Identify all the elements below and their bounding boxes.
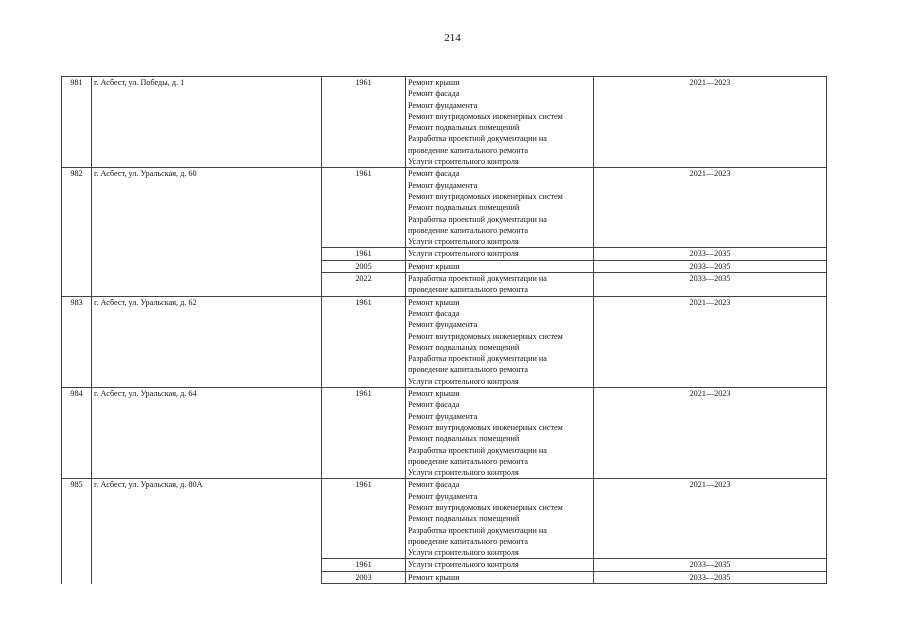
repair-period: 2033—2035 bbox=[594, 260, 827, 272]
work-types bbox=[406, 168, 594, 248]
build-year: 1961 bbox=[322, 388, 406, 479]
work-item: Ремонт фундамента bbox=[408, 491, 478, 501]
work-item: Услуги строительного контроля bbox=[408, 237, 519, 247]
work-types bbox=[406, 479, 594, 559]
table-row bbox=[62, 168, 827, 248]
work-types bbox=[406, 273, 594, 297]
work-item: Ремонт внутридомовых инженерных систем bbox=[408, 191, 563, 201]
work-item: Ремонт фундамента bbox=[408, 100, 478, 110]
build-year: 2022 bbox=[322, 273, 406, 297]
work-types bbox=[406, 296, 594, 387]
repair-period: 2033—2035 bbox=[594, 571, 827, 583]
work-item: проведение капитального ремонта bbox=[408, 285, 528, 295]
work-item: Ремонт крыши bbox=[408, 261, 460, 271]
build-year: 1961 bbox=[322, 559, 406, 571]
work-item: Разработка проектной документации на bbox=[408, 354, 547, 364]
work-item: Ремонт внутридомовых инженерных систем bbox=[408, 422, 563, 432]
work-item: Разработка проектной документации на bbox=[408, 445, 547, 455]
work-item: Ремонт фундамента bbox=[408, 411, 478, 421]
building-address: г. Асбест, ул. Победы, д. 1 bbox=[92, 77, 322, 168]
repair-period: 2021—2023 bbox=[594, 168, 827, 248]
work-item: Ремонт фундамента bbox=[408, 180, 478, 190]
row-number: 981 bbox=[62, 77, 92, 168]
table-row bbox=[62, 296, 827, 387]
work-types bbox=[406, 77, 594, 168]
row-number: 984 bbox=[62, 388, 92, 479]
building-address: г. Асбест, ул. Уральская, д. 62 bbox=[92, 296, 322, 387]
work-item: Ремонт крыши bbox=[408, 572, 460, 582]
row-number: 982 bbox=[62, 168, 92, 296]
work-item: Услуги строительного контроля bbox=[408, 560, 519, 570]
capital-repair-table bbox=[61, 76, 827, 584]
work-item: Ремонт фасада bbox=[408, 89, 460, 99]
work-item: Ремонт подвальных помещений bbox=[408, 342, 520, 352]
repair-period: 2033—2035 bbox=[594, 248, 827, 260]
work-item: Услуги строительного контроля bbox=[408, 157, 519, 167]
work-item: Ремонт фасада bbox=[408, 480, 460, 490]
work-item: проведение капитального ремонта bbox=[408, 225, 528, 235]
build-year: 2003 bbox=[322, 571, 406, 583]
work-item: Ремонт фундамента bbox=[408, 320, 478, 330]
work-item: Ремонт крыши bbox=[408, 297, 460, 307]
work-item: Услуги строительного контроля bbox=[408, 548, 519, 558]
work-types bbox=[406, 559, 594, 571]
repair-period: 2033—2035 bbox=[594, 559, 827, 571]
build-year: 1961 bbox=[322, 296, 406, 387]
building-address: г. Асбест, ул. Уральская, д. 80А bbox=[92, 479, 322, 584]
repair-period: 2033—2035 bbox=[594, 273, 827, 297]
table-row bbox=[62, 388, 827, 479]
work-item: проведение капитального ремонта bbox=[408, 456, 528, 466]
work-item: Разработка проектной документации на bbox=[408, 214, 547, 224]
row-number: 983 bbox=[62, 296, 92, 387]
work-item: Ремонт фасада bbox=[408, 400, 460, 410]
build-year: 2005 bbox=[322, 260, 406, 272]
building-address: г. Асбест, ул. Уральская, д. 64 bbox=[92, 388, 322, 479]
work-types bbox=[406, 248, 594, 260]
repair-period: 2021—2023 bbox=[594, 479, 827, 559]
work-item: Услуги строительного контроля bbox=[408, 249, 519, 259]
table-row bbox=[62, 77, 827, 168]
work-item: проведение капитального ремонта bbox=[408, 145, 528, 155]
work-item: проведение капитального ремонта bbox=[408, 536, 528, 546]
work-item: Ремонт подвальных помещений bbox=[408, 514, 520, 524]
work-item: Ремонт фасада bbox=[408, 308, 460, 318]
build-year: 1961 bbox=[322, 168, 406, 248]
building-address: г. Асбест, ул. Уральская, д. 60 bbox=[92, 168, 322, 296]
work-item: Ремонт внутридомовых инженерных систем bbox=[408, 502, 563, 512]
work-item: Разработка проектной документации на bbox=[408, 134, 547, 144]
repair-period: 2021—2023 bbox=[594, 77, 827, 168]
table-body bbox=[62, 77, 827, 584]
work-item: Разработка проектной документации на bbox=[408, 274, 547, 284]
work-item: Разработка проектной документации на bbox=[408, 525, 547, 535]
work-item: Ремонт подвальных помещений bbox=[408, 123, 520, 133]
work-item: Ремонт крыши bbox=[408, 78, 460, 87]
work-item: Ремонт крыши bbox=[408, 389, 460, 399]
row-number: 985 bbox=[62, 479, 92, 584]
page-number: 214 bbox=[444, 32, 461, 44]
work-item: проведение капитального ремонта bbox=[408, 365, 528, 375]
work-types bbox=[406, 388, 594, 479]
work-item: Услуги строительного контроля bbox=[408, 468, 519, 478]
build-year: 1961 bbox=[322, 77, 406, 168]
work-item: Ремонт внутридомовых инженерных систем bbox=[408, 111, 563, 121]
build-year: 1961 bbox=[322, 479, 406, 559]
work-types bbox=[406, 571, 594, 583]
repair-period: 2021—2023 bbox=[594, 296, 827, 387]
work-types bbox=[406, 260, 594, 272]
repair-period: 2021—2023 bbox=[594, 388, 827, 479]
work-item: Ремонт подвальных помещений bbox=[408, 203, 520, 213]
work-item: Ремонт фасада bbox=[408, 169, 460, 179]
table-row bbox=[62, 479, 827, 559]
work-item: Ремонт внутридомовых инженерных систем bbox=[408, 331, 563, 341]
work-item: Услуги строительного контроля bbox=[408, 376, 519, 386]
build-year: 1961 bbox=[322, 248, 406, 260]
work-item: Ремонт подвальных помещений bbox=[408, 434, 520, 444]
